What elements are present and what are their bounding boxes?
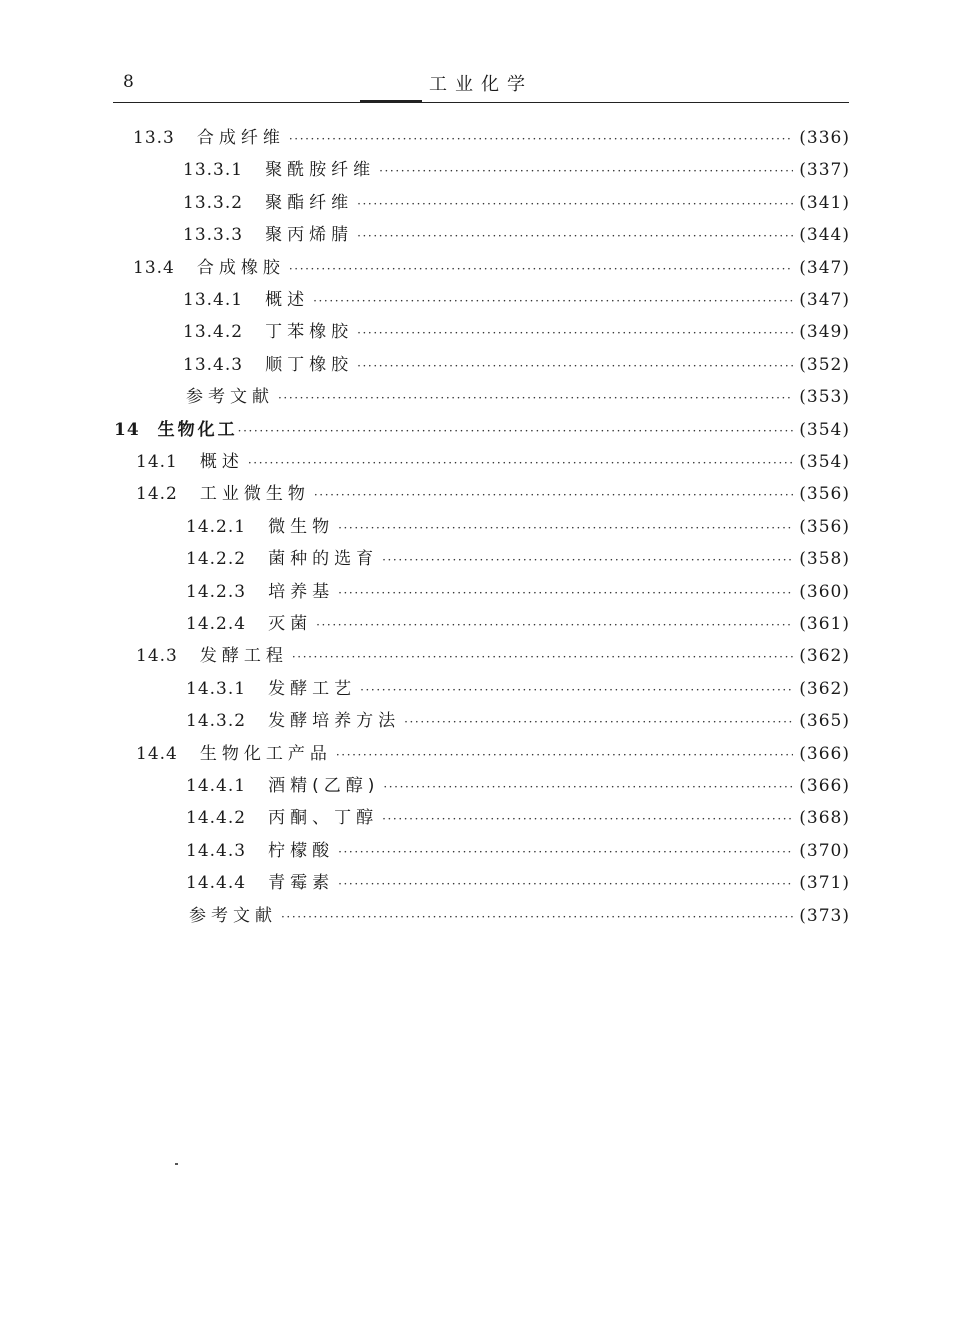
toc-entry <box>136 479 850 505</box>
toc-entry <box>133 253 850 279</box>
toc-dot-leader <box>383 780 793 794</box>
toc-section-number: 14.3.2 <box>186 711 247 732</box>
toc-page-number: (347) <box>799 257 850 278</box>
book-title: 工业化学 <box>429 74 533 95</box>
toc-section-title: 灭菌 <box>268 614 313 634</box>
toc-section-title: 工业微生物 <box>199 484 310 505</box>
toc-section-title: 聚酰胺纤维 <box>265 160 376 181</box>
toc-entry <box>186 609 850 635</box>
toc-page-number: (371) <box>799 873 850 894</box>
toc-page-number: (353) <box>799 387 850 408</box>
toc-dot-leader <box>313 294 793 308</box>
toc-page-number: (337) <box>799 160 850 181</box>
toc-entry <box>136 739 850 765</box>
toc-dot-leader <box>338 845 793 859</box>
toc-dot-leader <box>336 748 793 762</box>
toc-dot-leader <box>357 359 793 373</box>
toc-section-number: 14.3 <box>136 646 178 667</box>
toc-section-title: 丙酮、丁醇 <box>268 808 379 829</box>
toc-dot-leader <box>382 553 793 567</box>
toc-section-title: 菌种的选育 <box>268 549 379 570</box>
toc-section-title: 参考文献 <box>189 905 277 926</box>
toc-page-number: (362) <box>799 678 850 699</box>
toc-page-number: (356) <box>799 516 850 537</box>
toc-dot-leader <box>289 132 793 146</box>
toc-page-number: (368) <box>799 808 850 829</box>
toc-section-number: 14.4.2 <box>186 808 247 829</box>
toc-page-number: (356) <box>799 484 850 505</box>
toc-page-number: (336) <box>799 128 850 148</box>
toc-entry <box>186 771 850 797</box>
toc-dot-leader <box>357 229 793 243</box>
toc-dot-leader <box>357 326 793 340</box>
toc-section-title: 聚丙烯腈 <box>265 225 354 246</box>
toc-entry <box>186 512 850 538</box>
toc-page-number: (358) <box>799 549 850 570</box>
toc-section-number: 14.2 <box>136 484 178 505</box>
toc-page-number: (349) <box>799 322 850 343</box>
toc-dot-leader <box>357 197 793 211</box>
toc-section-number: 13.3.1 <box>183 160 244 181</box>
toc-dot-leader <box>404 715 793 729</box>
toc-dot-leader <box>360 683 793 697</box>
toc-entry <box>186 901 850 927</box>
toc-section-number: 14.4 <box>136 743 178 764</box>
toc-section-number: 14 <box>114 419 140 440</box>
toc-page-number: (373) <box>799 905 850 926</box>
toc-section-title: 生物化工 <box>157 419 238 440</box>
toc-section-number: 14.4.4 <box>186 873 247 894</box>
toc-section-number: 13.3.2 <box>183 192 244 213</box>
toc-section-number: 13.3.3 <box>183 225 244 246</box>
scan-speck <box>175 1163 178 1165</box>
toc-section-title: 概述 <box>199 452 244 472</box>
toc-section-number: 14.4.3 <box>186 840 247 861</box>
toc-section-number: 14.2.3 <box>186 581 247 602</box>
toc-page-number: (354) <box>799 419 850 440</box>
toc-section-number: 13.4.1 <box>183 290 244 310</box>
toc-section-number: 14.2.4 <box>186 614 247 634</box>
toc-section-title: 发酵工艺 <box>268 678 357 699</box>
toc-entry <box>183 350 850 376</box>
toc-entry <box>186 674 850 700</box>
toc-page-number: (366) <box>799 743 850 764</box>
toc-dot-leader <box>292 650 793 664</box>
toc-entry <box>183 155 850 181</box>
toc-dot-leader <box>338 586 793 600</box>
toc-dot-leader <box>248 456 793 470</box>
toc-page-number: (365) <box>799 711 850 732</box>
toc-section-title: 发酵培养方法 <box>268 711 401 732</box>
toc-entry <box>186 544 850 570</box>
toc-section-number: 13.4.2 <box>183 322 244 343</box>
toc-entry <box>183 317 850 343</box>
toc-entry <box>136 641 850 667</box>
toc-page-number: (370) <box>799 840 850 861</box>
toc-entry <box>186 836 850 862</box>
toc-section-title: 合成纤维 <box>196 128 285 148</box>
toc-section-number: 13.4.3 <box>183 354 244 375</box>
toc-section-number: 14.3.1 <box>186 678 247 699</box>
toc-entry <box>183 285 850 311</box>
toc-entry <box>183 382 850 408</box>
toc-page-number: (344) <box>799 225 850 246</box>
toc-entry <box>183 188 850 214</box>
header-rule <box>113 102 849 103</box>
toc-entry <box>133 123 850 149</box>
toc-section-number: 14.2.2 <box>186 549 247 570</box>
toc-section-number: 13.3 <box>133 128 175 148</box>
toc-entry <box>136 447 850 473</box>
toc-page-number: (366) <box>799 776 850 796</box>
toc-section-title: 发酵工程 <box>199 646 288 667</box>
toc-page-number: (360) <box>799 581 850 602</box>
toc-dot-leader <box>316 618 793 632</box>
toc-dot-leader <box>379 164 793 178</box>
toc-section-title: 丁苯橡胶 <box>265 322 354 343</box>
toc-page-number: (361) <box>799 614 850 634</box>
page-number: 8 <box>123 72 134 92</box>
toc-dot-leader <box>338 877 793 891</box>
toc-dot-leader <box>382 812 793 826</box>
toc-page-number: (354) <box>799 452 850 472</box>
toc-section-number: 14.1 <box>136 452 178 472</box>
toc-section-title: 柠檬酸 <box>268 840 335 861</box>
header-rule-mark <box>360 100 422 103</box>
toc-dot-leader <box>281 910 793 924</box>
toc-section-title: 微生物 <box>268 516 335 537</box>
toc-entry <box>186 868 850 894</box>
toc-dot-leader <box>289 262 793 276</box>
toc-page-number: (352) <box>799 354 850 375</box>
toc-dot-leader <box>238 424 794 438</box>
toc-section-title: 生物化工产品 <box>199 743 332 764</box>
toc-page-number: (341) <box>799 192 850 213</box>
toc-section-number: 14.2.1 <box>186 516 247 537</box>
toc-section-title: 顺丁橡胶 <box>265 354 354 375</box>
toc-chapter-entry <box>114 415 850 441</box>
toc-section-title: 聚酯纤维 <box>265 192 354 213</box>
toc-section-title: 青霉素 <box>268 873 335 894</box>
toc-entry <box>186 577 850 603</box>
toc-page-number: (347) <box>799 290 850 310</box>
toc-entry <box>186 803 850 829</box>
toc-section-title: 培养基 <box>268 581 335 602</box>
toc-section-number: 14.4.1 <box>186 776 247 796</box>
toc-entry <box>186 706 850 732</box>
toc-section-title: 参考文献 <box>186 387 274 408</box>
toc-entry <box>183 220 850 246</box>
toc-section-number: 13.4 <box>133 257 175 278</box>
toc-page-number: (362) <box>799 646 850 667</box>
toc-section-title: 合成橡胶 <box>196 257 285 278</box>
toc-dot-leader <box>278 391 793 405</box>
toc-section-title: 概述 <box>265 290 310 310</box>
toc-dot-leader <box>338 521 793 535</box>
toc-section-title: 酒精(乙醇) <box>268 776 380 796</box>
running-head <box>113 70 849 102</box>
toc-dot-leader <box>314 488 793 502</box>
